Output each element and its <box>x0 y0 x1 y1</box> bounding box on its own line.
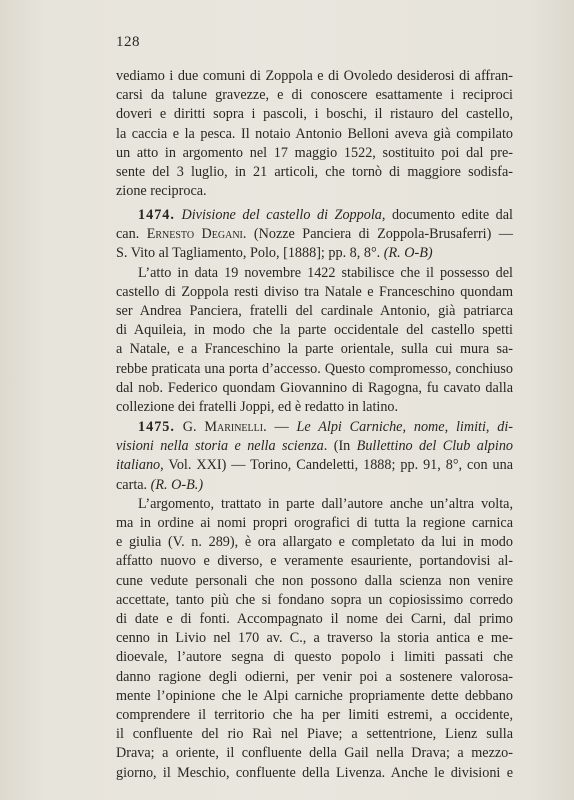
text-line: comprendere il territorio che ha per limiti estremi, a occidente, <box>116 707 513 724</box>
text-line: giorno, il Meschio, confluente della Livenza. Anche le divisioni e <box>116 764 513 781</box>
text-line: ser Andrea Panciera, fratelli del cardinale Antonio, già patriarca <box>116 303 513 320</box>
entry-1474 <box>116 206 513 417</box>
text-line: carsi da talune gravezze, e di conoscere esattamente i reciproci <box>116 87 513 104</box>
text-line: ma in ordine ai nomi propri orografici di tutta la regione carnica <box>116 515 513 532</box>
text-line: di date e di fonti. Accompagnato il nome dei Carni, dal primo <box>116 611 513 628</box>
text-line: il confluente del rio Raì nel Piave; a settentrione, Lienz sulla <box>116 726 513 743</box>
text-line: vediamo i due comuni di Zoppola e di Ovoledo desiderosi di affran- <box>116 68 513 84</box>
text-line: accettate, tanto più che si fondano sopra un copiosissimo corredo <box>116 591 513 608</box>
entry-author: Marinelli <box>204 419 264 435</box>
entry-heading-line: can. Ernesto Degani. (Nozze Panciera di Zoppola-Brusaferri) — <box>116 226 513 243</box>
text-line: sente del 3 luglio, in 21 articoli, che tornò di maggiore sodisfa- <box>116 164 513 181</box>
text-line: affatto nuovo e diverso, e veramente esauriente, portandovisi al- <box>116 553 513 570</box>
text-line: a Natale, e a Franceschino la parte orientale, sulla cui mura sa- <box>116 341 513 358</box>
text-line: L’atto in data 19 novembre 1422 stabilisce che il possesso del <box>138 264 513 281</box>
text-line: castello di Zoppola resti diviso tra Natale e Franceschino quondam <box>116 283 513 300</box>
text-line: dal nob. Federico quondam Giovannino di Ragogna, fu cavato dalla <box>116 379 513 396</box>
text-line: di Aquileia, in modo che la parte occidentale del castello spetti <box>116 322 513 339</box>
paragraph-continuation <box>116 67 513 201</box>
entry-1475 <box>116 418 513 783</box>
collection-code: (R. O-B.) <box>150 476 204 493</box>
journal-title: Bullettino del Club alpino <box>356 438 514 455</box>
entry-title: Divisione del castello di Zoppola, <box>181 207 386 223</box>
text-line: zione reciproca. <box>116 183 207 200</box>
text-line: rebbe praticata una porta d’accesso. Questo compromesso, conchiuso <box>116 360 513 377</box>
text-line: un atto in argomento nel 17 maggio 1522, sostituito poi dal pre- <box>116 144 513 161</box>
text-line: Drava; a oriente, il confluente della Gail nella Drava; a mezzo- <box>116 745 513 762</box>
text-line: danno ragione degli odierni, per venir poi a sostenere valorosa- <box>116 668 513 685</box>
entry-author: Ernesto Degani <box>146 226 243 243</box>
text-line: L’argomento, trattato in parte dall’autore anche un’altra volta, <box>138 495 513 512</box>
entry-number: 1475. <box>138 419 175 435</box>
entry-title: visioni nella storia e nella scienza <box>116 438 324 455</box>
collection-code: (R. O-B) <box>383 245 433 262</box>
page-number: 128 <box>116 34 140 50</box>
text-line: collezione dei fratelli Joppi, ed è redatto in latino. <box>116 399 399 416</box>
text-line: cune vedute personali che non possono dalla scienza non venire <box>116 572 513 589</box>
entry-heading-line: 1475. G. Marinelli. — Le Alpi Carniche, nome, limiti, di- <box>138 419 514 435</box>
entry-heading-line: S. Vito al Tagliamento, Polo, [1888]; pp. 8, 8°. (R. O-B) <box>116 245 433 262</box>
entry-heading-line: visioni nella storia e nella scienza. (In Bullettino del Club alpino <box>116 438 514 455</box>
text-line: mente l’opinione che le Alpi carniche propriamente dette debbano <box>116 687 513 704</box>
journal-title: italiano <box>116 457 161 474</box>
entry-heading-line: carta. (R. O-B.) <box>116 476 204 493</box>
text-line: la caccia e la pesca. Il notaio Antonio Belloni aveva già compilato <box>116 125 513 142</box>
entry-title: Le Alpi Carniche, nome, limiti, di- <box>296 419 514 435</box>
text-line: doveri e diritti sopra i pascoli, i boschi, il ristauro del castello, <box>116 106 513 123</box>
entry-heading-line: italiano, Vol. XXI) — Torino, Candeletti, 1888; pp. 91, 8°, con una <box>116 457 513 474</box>
entry-number: 1474. <box>138 207 175 223</box>
text-line: dioevale, l’autore segna di questo popolo i limiti passati che <box>116 649 513 666</box>
text-line: e giulia (V. n. 289), è ora allargato e completato da lui in modo <box>116 534 513 551</box>
text-line: cenno in Livio nel 170 av. C., a traverso la storia antica e me- <box>116 630 513 647</box>
entry-heading-line: 1474. Divisione del castello di Zoppola, documento edite dal <box>138 207 514 223</box>
